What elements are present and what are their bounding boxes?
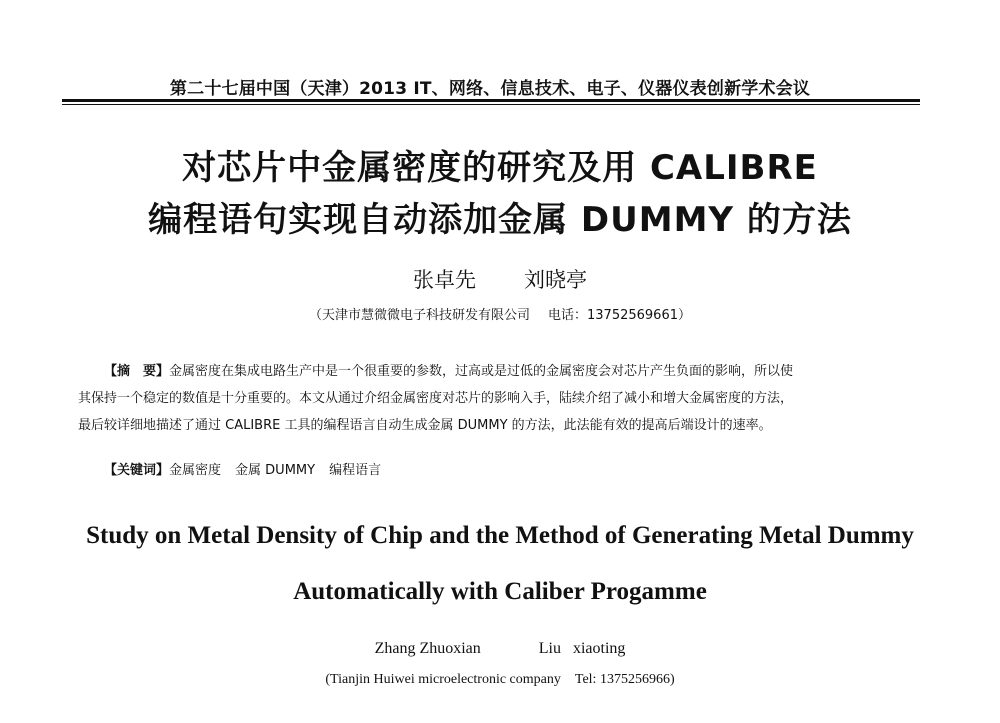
title-zh-line2: 编程语句实现自动添加金属 DUMMY 的方法 xyxy=(148,200,852,240)
title-en-line1: Study on Metal Density of Chip and the Method of Generating Metal Dummy xyxy=(86,522,914,549)
author-en-2: Liu xiaoting xyxy=(538,640,626,657)
abstract-zh xyxy=(78,358,922,439)
abstract-label: 【摘 要】 xyxy=(104,364,170,379)
abstract-line-2: 其保持一个稳定的数值是十分重要的。本文从通过介绍金属密度对芯片的影响入手，陆续介绍了减小和增大金属密度的方法， xyxy=(78,391,794,406)
header-rule-thick xyxy=(62,99,920,102)
affiliation-en xyxy=(0,672,1000,688)
keywords-zh xyxy=(78,459,922,478)
affiliation-zh-phone: 电话：13752569661） xyxy=(548,308,691,323)
abstract-line-1 xyxy=(78,358,922,385)
authors-en xyxy=(0,640,1000,658)
author-en-1: Zhang Zhuoxian xyxy=(374,640,481,657)
affiliation-en-phone: Tel: 1375256966) xyxy=(574,672,675,687)
conference-header: 第二十七届中国（天津）2013 IT、网络、信息技术、电子、仪器仪表创新学术会议 xyxy=(169,79,811,99)
affiliation-zh xyxy=(0,304,1000,323)
affiliation-zh-org: （天津市慧微微电子科技研发有限公司 xyxy=(309,308,531,323)
keyword-3: 编程语言 xyxy=(329,463,382,478)
title-zh-line1: 对芯片中金属密度的研究及用 CALIBRE xyxy=(182,148,818,188)
keywords-label: 【关键词】 xyxy=(104,463,170,478)
keyword-1: 金属密度 xyxy=(169,463,222,478)
title-en-line2: Automatically with Caliber Progamme xyxy=(293,578,707,605)
abstract-line-3: 最后较详细地描述了通过 CALIBRE 工具的编程语言自动生成金属 DUMMY 的方法，此法能有效的提高后端设计的速率。 xyxy=(78,418,772,433)
header-rule-thin xyxy=(62,104,920,105)
abstract-text-1: 金属密度在集成电路生产中是一个很重要的参数，过高或是过低的金属密度会对芯片产生负面的影响，所以使 xyxy=(169,364,794,379)
affiliation-en-org: (Tianjin Huiwei microelectronic company xyxy=(325,672,561,687)
authors-zh xyxy=(0,264,1000,294)
author-zh-2: 刘晓亭 xyxy=(524,268,587,292)
keyword-2: 金属 DUMMY xyxy=(235,463,316,478)
author-zh-1: 张卓先 xyxy=(413,268,476,292)
